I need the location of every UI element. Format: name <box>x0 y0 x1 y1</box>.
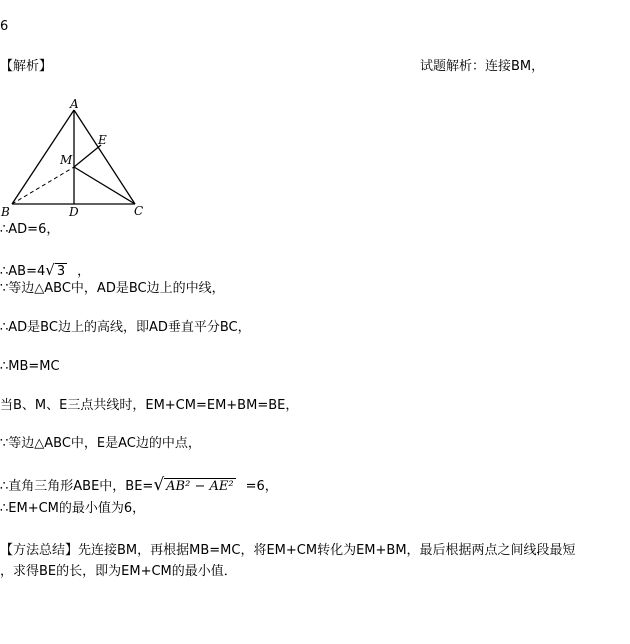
step-ab-pre: ∴AB=4 <box>0 264 46 279</box>
hint-text: 试题解析：连接BM， <box>420 59 545 74</box>
segment-me <box>74 145 101 167</box>
step-ab: ∴AB=4√ 3 ， <box>0 261 91 279</box>
method-summary-line2: ，求得BE的长，即为EM+CM的最小值． <box>0 564 237 579</box>
label-d: D <box>69 205 79 219</box>
side-ac <box>74 110 135 204</box>
segment-mc <box>74 167 135 204</box>
label-e: E <box>98 133 107 147</box>
label-a: A <box>70 98 79 111</box>
step-altitude: ∴AD是BC边上的高线，即AD垂直平分BC， <box>0 320 251 335</box>
step-minimum: ∴EM+CM的最小值为6， <box>0 501 146 516</box>
page-number: 6 <box>0 19 9 34</box>
step-median: ∵等边△ABC中，AD是BC边上的中线， <box>0 281 225 296</box>
sqrt-three: √ 3 <box>45 261 66 279</box>
label-c: C <box>134 204 144 218</box>
label-b: B <box>1 205 10 219</box>
method-summary-line1: 【方法总结】先连接BM，再根据MB=MC，将EM+CM转化为EM+BM，最后根据两点之间线段最短 <box>0 543 576 558</box>
step-be: ∴直角三角形ABE中，BE=√ AB² − AE² =6， <box>0 475 278 495</box>
step-midpoint: ∵等边△ABC中，E是AC边的中点， <box>0 436 201 451</box>
label-m: M <box>60 153 73 167</box>
step-ad: ∴AD=6， <box>0 222 60 237</box>
sqrt-ab-ae: √ AB² − AE² <box>153 475 234 495</box>
step-mb-mc: ∴MB=MC <box>0 359 60 374</box>
triangle-figure <box>0 98 160 223</box>
step-collinear: 当B、M、E三点共线时，EM+CM=EM+BM=BE， <box>0 398 299 413</box>
segment-bm-dashed <box>12 167 74 204</box>
step-be-pre: ∴直角三角形ABE中，BE= <box>0 479 154 494</box>
analysis-heading: 【解析】 <box>0 59 53 74</box>
